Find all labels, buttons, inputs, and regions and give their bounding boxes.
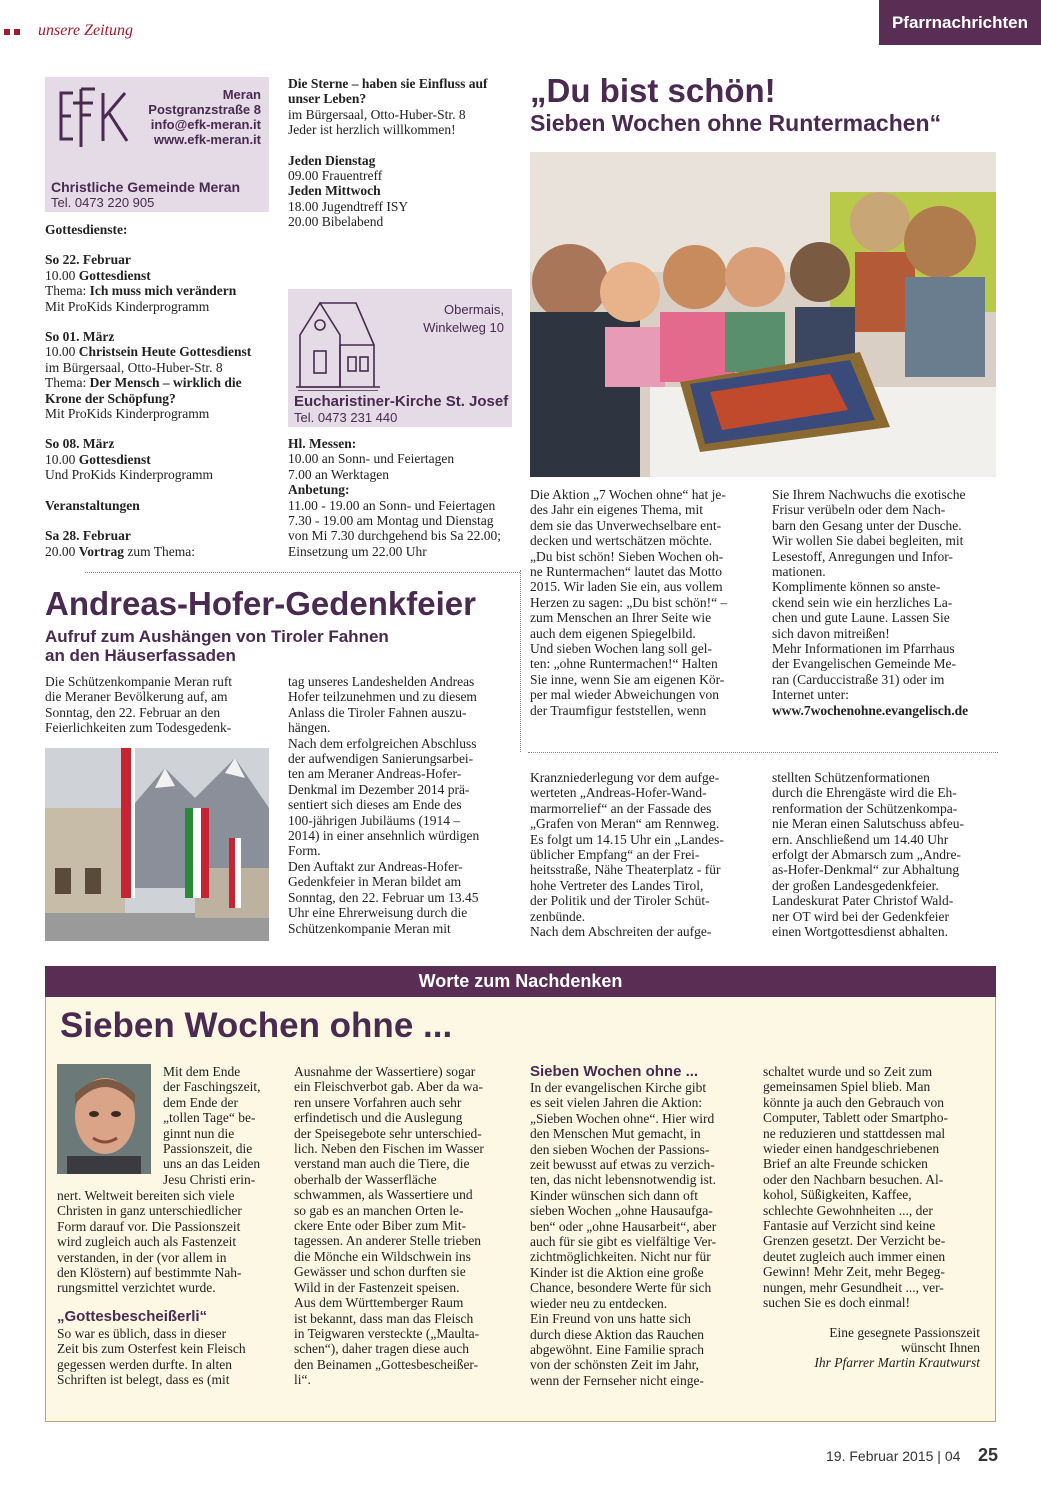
hofer-divider bbox=[85, 572, 520, 573]
article-line: Sie inne, wenn Sie am eigenen Kör- bbox=[530, 671, 725, 687]
hofer-line: Anlass die Tiroler Fahnen auszu- bbox=[288, 704, 467, 720]
hofer-line: as-Hofer-Denkmal“ zur Abhaltung bbox=[772, 862, 960, 878]
reflection-line: gegessen werden durfte. In alten bbox=[57, 1356, 233, 1372]
reflection-line: durch diese Aktion das Rauchen bbox=[530, 1326, 704, 1342]
article-column-left bbox=[530, 487, 756, 718]
weekly-event: 09.00 Frauentreff bbox=[288, 168, 383, 184]
service-note: Mit ProKids Kinderprogramm bbox=[45, 406, 210, 422]
reflection-line: könnte ja auch den Gebrauch von bbox=[763, 1094, 945, 1110]
article-line: ten: „ohne Runtermachen!“ Halten bbox=[530, 656, 718, 672]
hofer-line: ten am Meraner Andreas-Hofer- bbox=[288, 766, 462, 782]
reflection-line: ten, das nicht lebensnotwendig ist. bbox=[530, 1172, 716, 1188]
adoration-time: von Mi 7.30 durchgehend bis Sa 22.00; bbox=[288, 528, 501, 544]
service-date: So 22. Februar bbox=[45, 252, 131, 268]
hofer-subtitle-line: an den Häuserfassaden bbox=[45, 646, 236, 665]
reflection-line: Kinder wünschen sich dann oft bbox=[530, 1187, 698, 1203]
events-heading: Veranstaltungen bbox=[45, 497, 140, 513]
article-line: auch dem eigenen Spiegelbild. bbox=[530, 625, 696, 641]
article-line: des Jahr ein eigenes Thema, mit bbox=[530, 502, 703, 518]
hofer-line: einen Wortgottesdienst abhalten. bbox=[772, 924, 948, 940]
article-divider bbox=[528, 752, 998, 753]
article-line: Lesestoff, Anregungen und Infor- bbox=[772, 548, 953, 564]
article-column-right bbox=[772, 487, 998, 718]
hofer-line: stellten Schützenformationen bbox=[772, 770, 930, 785]
article-line: „Du bist schön! Sieben Wochen oh- bbox=[530, 548, 724, 564]
reflection-column-4 bbox=[763, 1064, 980, 1371]
josef-district: Obermais, bbox=[444, 302, 504, 317]
adoration-time: 7.30 - 19.00 am Montag und Dienstag bbox=[288, 513, 494, 529]
weekday-heading: Jeden Mittwoch bbox=[288, 183, 381, 199]
reflection-line: rungsmittel verzichtet wurde. bbox=[57, 1280, 216, 1296]
reflection-line: der Faschingszeit, bbox=[163, 1079, 261, 1095]
reflection-closing: Eine gesegnete Passionszeit bbox=[829, 1324, 980, 1340]
hofer-line: üblicher Empfang“ an der Frei- bbox=[530, 847, 700, 863]
mass-time: 10.00 an Sonn- und Feiertagen bbox=[288, 451, 455, 467]
reflection-line: Ein Freund von uns hatte sich bbox=[530, 1311, 691, 1327]
reflection-line: Brief an alte Freunde schicken bbox=[763, 1156, 928, 1172]
efk-address bbox=[148, 87, 261, 147]
efk-schedule bbox=[45, 222, 270, 559]
article-line: barn den Gesang unter der Dusche. bbox=[772, 517, 962, 533]
hofer-line: durch die Ehrengäste wird die Eh- bbox=[772, 785, 957, 801]
hofer-line: der großen Landesgedenkfeier. bbox=[772, 877, 939, 893]
reflection-title: Sieben Wochen ohne ... bbox=[60, 1006, 453, 1045]
reflection-line: wieder einen handgeschriebenen bbox=[763, 1141, 940, 1157]
article-line: 2015. Wir laden Sie ein, aus vollem bbox=[530, 579, 723, 595]
reflection-line: Passionszeit, die bbox=[163, 1141, 253, 1157]
reflection-line: wenn der Fernseher nicht einge- bbox=[530, 1372, 704, 1388]
article-line: Komplimente können so anste- bbox=[772, 579, 941, 595]
reflection-line: Wild in der Fastenzeit speisen. bbox=[294, 1279, 460, 1295]
issue-date: 19. Februar 2015 | 04 bbox=[826, 1448, 961, 1464]
reflection-line: Computer, Tablett oder Smartpho- bbox=[763, 1110, 948, 1126]
reflection-line: Aus dem Württemberger Raum bbox=[294, 1295, 464, 1311]
service-title: Christsein Heute Gottesdienst bbox=[78, 344, 252, 360]
adoration-heading: Anbetung: bbox=[288, 482, 350, 498]
article-website-link[interactable]: www.7wochenohne.evangelisch.de bbox=[772, 702, 969, 718]
hofer-line: sentiert sich dieses am Ende des bbox=[288, 797, 462, 813]
josef-name: Eucharistiner-Kirche St. Josef bbox=[294, 393, 509, 410]
reflection-line: auch für sie gibt es vielfältige Ver- bbox=[530, 1234, 717, 1250]
hofer-line: werteten „Andreas-Hofer-Wand- bbox=[530, 785, 707, 801]
efk-website[interactable]: www.efk-meran.it bbox=[153, 132, 261, 147]
event-title: Vortrag bbox=[78, 543, 124, 559]
hofer-line: 2014) in einer ansehnlich würdigen bbox=[288, 828, 480, 844]
header-square-1 bbox=[4, 29, 10, 35]
hofer-line: Hofer teilzunehmen und zu diesem bbox=[288, 689, 477, 705]
reflection-line: schlechte Gewohnheiten ..., der bbox=[763, 1202, 933, 1218]
section-label: Pfarrnachrichten bbox=[879, 0, 1041, 45]
article-title: „Du bist schön! bbox=[530, 72, 776, 109]
service-theme: Krone der Schöpfung? bbox=[45, 390, 176, 406]
hofer-subtitle bbox=[45, 627, 389, 665]
reflection-line: ein Fleischverbot gab. Aber da wa- bbox=[294, 1079, 483, 1095]
reflection-line: erfindetisch und die Auslegung bbox=[294, 1110, 463, 1126]
reflection-line: suchen Sie es doch einmal! bbox=[763, 1295, 910, 1311]
reflection-line: Form darauf vor. Die Passionszeit bbox=[57, 1218, 241, 1234]
hofer-line: Gedenkfeier in Meran bildet am bbox=[288, 874, 462, 890]
efk-city: Meran bbox=[222, 87, 261, 102]
hofer-line: Kranzniederlegung vor dem aufge- bbox=[530, 770, 720, 785]
adoration-time: 11.00 - 19.00 an Sonn- und Feiertagen bbox=[288, 497, 496, 513]
reflection-line: gemeinsamen Spiel blieb. Man bbox=[763, 1079, 931, 1095]
gottesdienste-heading: Gottesdienste: bbox=[45, 222, 128, 237]
efk-street: Postgranzstraße 8 bbox=[148, 102, 261, 117]
reflection-line: ginnt nun die bbox=[163, 1125, 235, 1141]
hofer-line: Form. bbox=[288, 843, 321, 859]
reflection-line: oberhalb der Wasserfläche bbox=[294, 1171, 437, 1187]
hofer-line: Feierlichkeiten zum Todesgedenk- bbox=[45, 720, 232, 736]
service-note: Mit ProKids Kinderprogramm bbox=[45, 298, 210, 314]
pastor-portrait bbox=[57, 1064, 151, 1174]
hofer-line: Sonntag, den 22. Februar an den bbox=[45, 704, 221, 720]
service-theme: Ich muss mich verändern bbox=[89, 283, 237, 299]
josef-address bbox=[423, 301, 504, 337]
service-time: 10.00 bbox=[45, 344, 79, 360]
article-line: der Traumfigur feststellen, wenn bbox=[530, 702, 707, 718]
hofer-line: erfolgt der Abmarsch zum „Andre- bbox=[772, 847, 961, 863]
article-line: per mal wieder Abweichungen von bbox=[530, 687, 719, 703]
reflection-line: lich. Neben den Fischen im Wasser bbox=[294, 1141, 484, 1157]
reflection-line: zichtmöglichkeiten. Nicht nur für bbox=[530, 1249, 711, 1265]
efk-logo bbox=[51, 85, 161, 149]
hofer-line: ner OT wird bei der Gedenkfeier bbox=[772, 908, 950, 924]
tyrolean-flags-photo bbox=[45, 748, 269, 941]
service-theme-label: Thema: bbox=[45, 375, 90, 391]
service-title: Gottesdienst bbox=[78, 267, 151, 283]
article-line: der Evangelischen Gemeinde Me- bbox=[772, 656, 957, 672]
reflection-line: tagessen. An anderer Stelle trieben bbox=[294, 1233, 482, 1249]
article-line: decken und wertschätzen möchte. bbox=[530, 533, 713, 549]
article-line: ckend sein wie ein herzliches La- bbox=[772, 594, 953, 610]
reflection-line: so gab es an manchen Orten le- bbox=[294, 1202, 464, 1218]
hofer-column-2 bbox=[288, 674, 513, 936]
event-time: 20.00 bbox=[45, 543, 79, 559]
reflection-line: verstanden, in der (vor allem in bbox=[57, 1249, 227, 1265]
reflection-line: sieben Wochen „ohne Hausaufga- bbox=[530, 1203, 713, 1219]
article-line: Herzen zu sagen: „Du bist schön!“ – bbox=[530, 594, 728, 610]
reflection-line: schaltet wurde und so Zeit zum bbox=[763, 1064, 933, 1079]
service-location: im Bürgersaal, Otto-Huber-Str. 8 bbox=[45, 359, 223, 375]
hofer-column-3 bbox=[530, 770, 756, 939]
reflection-line: deutet zugleich auch immer einen bbox=[763, 1248, 946, 1264]
josef-info-box bbox=[288, 289, 512, 427]
reflection-line: ne reduzieren und stattdessen mal bbox=[763, 1125, 946, 1141]
children-reading-photo bbox=[530, 152, 996, 477]
josef-street: Winkelweg 10 bbox=[423, 320, 504, 335]
reflection-line: Zeit bis zum Osterfest kein Fleisch bbox=[57, 1341, 246, 1357]
article-line: Wir wollen Sie dabei begleiten, mit bbox=[772, 533, 964, 549]
article-line: ran (Carduccistraße 31) oder im bbox=[772, 671, 945, 687]
hofer-line: „Grafen von Meran“ am Rennweg. bbox=[530, 816, 720, 832]
weekday-heading: Jeden Dienstag bbox=[288, 152, 376, 168]
article-line: mationen. bbox=[772, 564, 826, 580]
reflection-line: oder den Nachbarn besuchen. Al- bbox=[763, 1171, 944, 1187]
hofer-column-4 bbox=[772, 770, 998, 939]
reflection-column-2 bbox=[294, 1064, 512, 1388]
mass-heading: Hl. Messen: bbox=[288, 436, 357, 451]
reflection-line: Ausnahme der Wassertiere) sogar bbox=[294, 1064, 476, 1079]
service-time: 10.00 bbox=[45, 451, 79, 467]
service-date: So 08. März bbox=[45, 436, 115, 452]
service-note: Und ProKids Kinderprogramm bbox=[45, 467, 213, 483]
hofer-subtitle-line: Aufruf zum Aushängen von Tiroler Fahnen bbox=[45, 627, 389, 646]
hofer-line: Uhr eine Ehrerweisung durch die bbox=[288, 905, 468, 921]
article-subtitle: Sieben Wochen ohne Runtermachen“ bbox=[530, 110, 942, 136]
reflection-line: Grenzen gesetzt. Der Verzicht be- bbox=[763, 1233, 946, 1249]
efk-info-box bbox=[45, 77, 269, 212]
reflection-line: Fantasie auf Verzicht sind keine bbox=[763, 1218, 936, 1234]
article-line: Und sieben Wochen lang soll gel- bbox=[530, 641, 712, 657]
hofer-line: nie Meran einen Salutschuss abfeu- bbox=[772, 816, 964, 832]
reflection-line: zeit bewusst auf etwas zu verzich- bbox=[530, 1157, 715, 1173]
reflection-line: kohol, Süßigkeiten, Kaffee, bbox=[763, 1187, 912, 1203]
church-drawing bbox=[294, 295, 382, 391]
hofer-line: Landeskurat Pater Christof Wald- bbox=[772, 893, 954, 909]
reflection-line: ckere Ente oder Biber zum Mit- bbox=[294, 1218, 467, 1234]
lecture-location: im Bürgersaal, Otto-Huber-Str. 8 bbox=[288, 106, 466, 122]
reflection-line: schen“), daher tragen diese auch bbox=[294, 1341, 470, 1357]
hofer-line: marmorrelief“ an der Fassade des bbox=[530, 800, 712, 816]
reflection-line: es seit vielen Jahren die Aktion: bbox=[530, 1095, 703, 1111]
reflection-line: Christen in ganz unterschiedlicher bbox=[57, 1203, 242, 1219]
service-theme-label: Thema: bbox=[45, 283, 90, 299]
article-line: Mehr Informationen im Pfarrhaus bbox=[772, 641, 955, 657]
reflection-line: So war es üblich, dass in dieser bbox=[57, 1325, 227, 1341]
event-date: Sa 28. Februar bbox=[45, 528, 131, 544]
efk-logo-text: EfK bbox=[51, 85, 53, 86]
josef-schedule bbox=[288, 436, 516, 559]
reflection-line: den Menschen Mut gemacht, in bbox=[530, 1126, 701, 1142]
service-time: 10.00 bbox=[45, 267, 79, 283]
article-line: Frisur verübeln oder dem Nach- bbox=[772, 502, 946, 518]
efk-email[interactable]: info@efk-meran.it bbox=[150, 117, 261, 132]
reflection-closing: wünscht Ihnen bbox=[900, 1339, 980, 1355]
reflection-header-bar: Worte zum Nachdenken bbox=[45, 966, 996, 997]
reflection-line: verstand man auch die Tiere, die bbox=[294, 1156, 470, 1172]
reflection-line: die Mönche ein Wildschwein ins bbox=[294, 1248, 471, 1264]
hofer-line: 100-jährigen Jubiläums (1914 – bbox=[288, 812, 461, 828]
lecture-title: unser Leben? bbox=[288, 91, 367, 107]
hofer-line: die Meraner Bevölkerung auf, am bbox=[45, 689, 228, 705]
reflection-line: ben“ oder „ohne Hausarbeit“, aber bbox=[530, 1218, 717, 1234]
reflection-line: abgewöhnt. Eine Familie sprach bbox=[530, 1341, 704, 1357]
hofer-line: Denkmal im Dezember 2014 prä- bbox=[288, 781, 470, 797]
weekly-event: 18.00 Jugendtreff ISY bbox=[288, 198, 409, 214]
reflection-column-1 bbox=[57, 1188, 276, 1387]
article-line: chen und gute Laune. Lassen Sie bbox=[772, 610, 950, 626]
hofer-line: renformation der Schützenkompa- bbox=[772, 800, 958, 816]
article-line: ne Runtermachen“ lautet das Motto bbox=[530, 564, 722, 580]
header-square-2 bbox=[14, 29, 20, 35]
hofer-line: Schützenkompanie Meran mit bbox=[288, 920, 451, 936]
publication-logo: unsere Zeitung bbox=[38, 22, 133, 39]
reflection-line: Jesu Christi erin- bbox=[163, 1171, 256, 1187]
reflection-line: wieder neu zu entdecken. bbox=[530, 1295, 668, 1311]
hofer-line: ern. Anschließend um 14.40 Uhr bbox=[772, 831, 949, 847]
service-theme: Der Mensch – wirklich die bbox=[89, 375, 242, 391]
efk-events-continued bbox=[288, 76, 513, 230]
hofer-line: der Politik und der Tiroler Schüt- bbox=[530, 893, 710, 909]
reflection-line: Schriften ist belegt, dass es (mit bbox=[57, 1372, 230, 1388]
efk-tel: Tel. 0473 220 905 bbox=[51, 195, 155, 210]
reflection-line: „tollen Tage“ be- bbox=[163, 1110, 256, 1126]
mass-time: 7.00 an Werktagen bbox=[288, 466, 390, 482]
hofer-column-1 bbox=[45, 674, 270, 736]
service-title: Gottesdienst bbox=[78, 451, 151, 467]
reflection-line: schwammen, als Wassertiere und bbox=[294, 1187, 473, 1203]
reflection-line: li“. bbox=[294, 1372, 311, 1388]
hofer-line: Sonntag, den 22. Februar um 13.45 bbox=[288, 889, 479, 905]
reflection-line: den Beinamen „Gottesbescheißer- bbox=[294, 1356, 479, 1372]
hofer-title: Andreas-Hofer-Gedenkfeier bbox=[45, 585, 476, 622]
hofer-line: hohe Vertreter des Landes Tirol, bbox=[530, 877, 704, 893]
reflection-line: von der schönsten Zeit im Jahr, bbox=[530, 1357, 699, 1373]
reflection-intro-beside-photo bbox=[163, 1064, 276, 1187]
efk-name: Christliche Gemeinde Meran bbox=[51, 179, 241, 195]
reflection-line: Chance, besondere Werte für sich bbox=[530, 1280, 712, 1296]
hofer-line: Den Auftakt zur Andreas-Hofer- bbox=[288, 858, 463, 874]
article-column-divider bbox=[520, 570, 521, 752]
lecture-title: Die Sterne – haben sie Einfluss auf bbox=[288, 76, 488, 91]
reflection-line: in Teigwaren versteckte („Maulta- bbox=[294, 1325, 480, 1341]
reflection-line: ist bekannt, dass man das Fleisch bbox=[294, 1310, 474, 1326]
page-number: 25 bbox=[978, 1445, 999, 1465]
reflection-line: dem Ende der bbox=[163, 1094, 238, 1110]
adoration-time: Einsetzung um 22.00 Uhr bbox=[288, 543, 427, 559]
pastor-signature: Ihr Pfarrer Martin Krautwurst bbox=[814, 1355, 980, 1371]
reflection-line: Mit dem Ende bbox=[163, 1064, 241, 1079]
reflection-line: nert. Weltweit bereiten sich viele bbox=[57, 1188, 235, 1203]
article-line: Sie Ihrem Nachwuchs die exotische bbox=[772, 487, 966, 502]
hofer-line: tag unseres Landeshelden Andreas bbox=[288, 674, 475, 689]
reflection-line: „Sieben Wochen ohne“. Hier wird bbox=[530, 1110, 715, 1126]
article-line: sich davon mitreißen! bbox=[772, 625, 890, 641]
hofer-line: heitsstraße, Nähe Theaterplatz - für bbox=[530, 862, 721, 878]
reflection-line: Kinder ist die Aktion eine große bbox=[530, 1264, 704, 1280]
lecture-note: Jeder ist herzlich willkommen! bbox=[288, 122, 456, 138]
reflection-line: der Speisegebote sehr unterschied- bbox=[294, 1125, 482, 1141]
reflection-line: den Klöstern) auf bestimmte Nah- bbox=[57, 1265, 242, 1281]
reflection-column-3 bbox=[530, 1064, 747, 1388]
event-note: zum Thema: bbox=[124, 543, 195, 559]
weekly-event: 20.00 Bibelabend bbox=[288, 214, 384, 230]
hofer-line: Es folgt um 14.15 Uhr ein „Landes- bbox=[530, 831, 724, 847]
reflection-line: uns an das Leiden bbox=[163, 1156, 261, 1172]
reflection-subheading: Sieben Wochen ohne ... bbox=[530, 1063, 699, 1080]
hofer-line: Die Schützenkompanie Meran ruft bbox=[45, 674, 233, 689]
reflection-line: Gewinn! Mehr Zeit, mehr Begeg- bbox=[763, 1264, 945, 1280]
josef-tel: Tel. 0473 231 440 bbox=[294, 410, 398, 425]
hofer-line: Nach dem Abschreiten der aufge- bbox=[530, 924, 712, 940]
hofer-line: zenbünde. bbox=[530, 908, 586, 924]
reflection-line: nungen, mehr Gesundheit ..., ver- bbox=[763, 1279, 944, 1295]
hofer-line: Nach dem erfolgreichen Abschluss bbox=[288, 735, 477, 751]
service-date: So 01. März bbox=[45, 329, 115, 345]
hofer-line: der aufwendigen Sanierungsarbei- bbox=[288, 751, 474, 767]
reflection-line: wird zugleich auch als Fastenzeit bbox=[57, 1234, 237, 1250]
reflection-line: In der evangelischen Kirche gibt bbox=[530, 1080, 707, 1095]
reflection-line: den sieben Wochen der Passions- bbox=[530, 1141, 710, 1157]
article-line: Internet unter: bbox=[772, 687, 849, 703]
reflection-line: Gewässer und schon durften sie bbox=[294, 1264, 466, 1280]
reflection-line: ren unsere Vorfahren auch sehr bbox=[294, 1094, 462, 1110]
article-line: zum Menschen an Ihrer Seite wie bbox=[530, 610, 712, 626]
reflection-subheading: „Gottesbescheißerli“ bbox=[57, 1307, 208, 1325]
article-line: Die Aktion „7 Wochen ohne“ hat je- bbox=[530, 487, 726, 502]
hofer-line: hängen. bbox=[288, 720, 331, 736]
article-line: dem sie das Unverwechselbare ent- bbox=[530, 517, 722, 533]
